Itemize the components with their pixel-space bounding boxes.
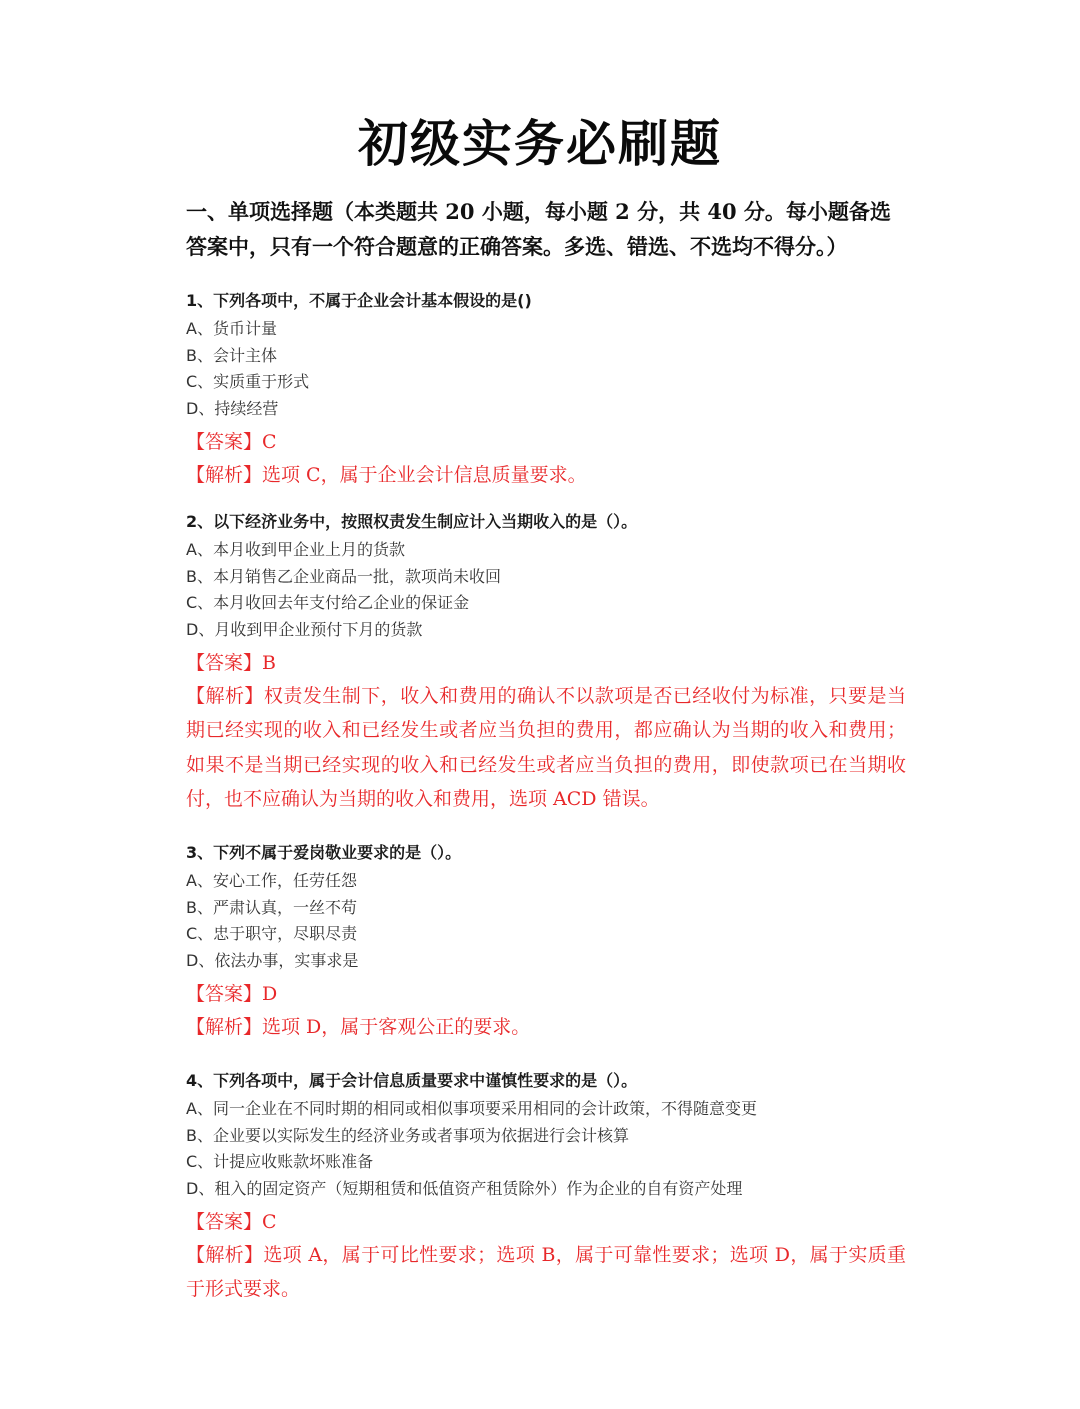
option-d: D、租入的固定资产（短期租赁和低值资产租赁除外）作为企业的自有资产处理 xyxy=(186,1179,743,1199)
analysis: 【解析】选项 A，属于可比性要求；选项 B，属于可靠性要求；选项 D，属于实质重于形式要求。 xyxy=(186,1243,906,1301)
analysis: 【解析】选项 D，属于客观公正的要求。 xyxy=(186,1015,531,1038)
option-b: B、会计主体 xyxy=(186,345,277,365)
question-stem: 3、下列不属于爱岗敬业要求的是（）。 xyxy=(186,843,462,862)
option-c: C、实质重于形式 xyxy=(186,372,310,392)
option-c: C、计提应收账款坏账准备 xyxy=(186,1152,374,1172)
answer: 【答案】B xyxy=(186,651,276,674)
option-a: A、安心工作，任劳任怨 xyxy=(186,871,357,890)
option-a: A、同一企业在不同时期的相同或相似事项要采用相同的会计政策，不得随意变更 xyxy=(186,1099,757,1118)
question-2 xyxy=(186,510,906,817)
answer: 【答案】C xyxy=(186,1210,277,1233)
answer: 【答案】C xyxy=(186,430,277,453)
question-stem: 2、以下经济业务中，按照权责发生制应计入当期收入的是（）。 xyxy=(186,512,638,531)
option-b: B、本月销售乙企业商品一批，款项尚未收回 xyxy=(186,566,501,586)
option-b: B、严肃认真，一丝不苟 xyxy=(186,897,357,917)
option-c: C、本月收回去年支付给乙企业的保证金 xyxy=(186,593,470,613)
analysis: 【解析】权责发生制下，收入和费用的确认不以款项是否已经收付为标准，只要是当期已经实现的收入和已经发生或者应当负担的费用，都应确认为当期的收入和费用；如果不是当期已经实现的收入和已经发生或者应当负担的费用，即使款项已在当期收付，也不应确认为当期的收入和费用，选项 ACD 错误。 xyxy=(186,684,906,811)
option-c: C、忠于职守，尽职尽责 xyxy=(186,924,358,944)
answer: 【答案】D xyxy=(186,982,278,1005)
option-a: A、货币计量 xyxy=(186,319,277,338)
option-d: D、月收到甲企业预付下月的货款 xyxy=(186,620,423,640)
question-4 xyxy=(186,1069,906,1307)
question-stem: 1、下列各项中，不属于企业会计基本假设的是() xyxy=(186,291,532,310)
option-a: A、本月收到甲企业上月的货款 xyxy=(186,540,405,559)
question-3 xyxy=(186,841,906,1044)
question-stem: 4、下列各项中，属于会计信息质量要求中谨慎性要求的是（）。 xyxy=(186,1071,638,1090)
option-d: D、依法办事，实事求是 xyxy=(186,951,359,971)
option-b: B、企业要以实际发生的经济业务或者事项为依据进行会计核算 xyxy=(186,1125,629,1145)
analysis: 【解析】选项 C，属于企业会计信息质量要求。 xyxy=(186,463,587,486)
section-header: 一、单项选择题（本类题共 20 小题，每小题 2 分，共 40 分。每小题备选答案中，只有一个符合题意的正确答案。多选、错选、不选均不得分。） xyxy=(186,199,891,259)
option-d: D、持续经营 xyxy=(186,399,279,419)
question-1 xyxy=(186,289,906,492)
page-title: 初级实务必刷题 xyxy=(358,115,722,173)
